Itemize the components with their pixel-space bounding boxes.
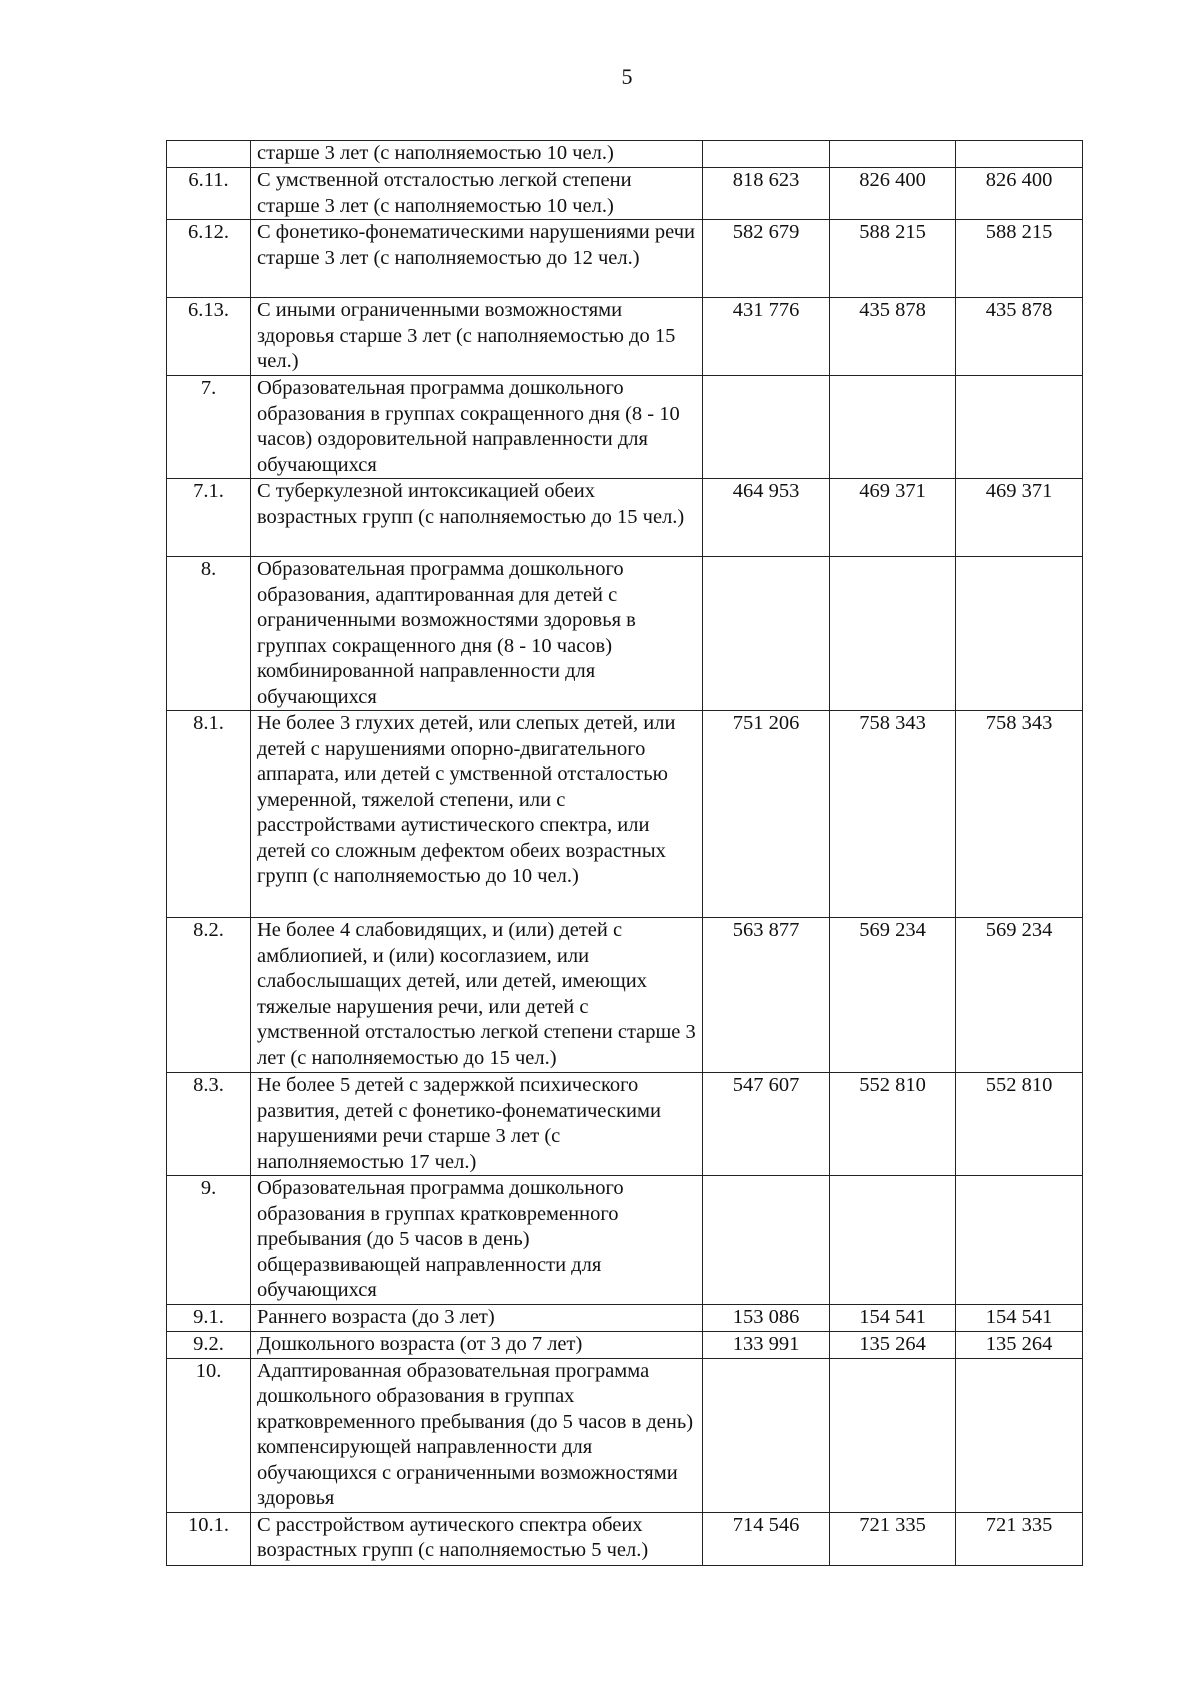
table-row — [167, 479, 1083, 557]
value-col-1: 153 086 — [703, 1304, 830, 1331]
row-number — [167, 141, 251, 168]
table-row — [167, 1176, 1083, 1305]
value-col-3: 758 343 — [956, 711, 1083, 918]
row-description: Не более 5 детей с задержкой психического развития, детей с фонетико-фонематическими нарушениями речи старше 3 лет (с наполняемостью 17 чел.) — [251, 1073, 703, 1176]
value-col-1: 714 546 — [703, 1512, 830, 1565]
row-description: Образовательная программа дошкольного образования в группах кратковременного пребывания (до 5 часов в день) общеразвивающей направленности для обучающихся — [251, 1176, 703, 1305]
value-col-1: 431 776 — [703, 298, 830, 376]
value-col-3 — [956, 1176, 1083, 1305]
row-description: Раннего возраста (до 3 лет) — [251, 1304, 703, 1331]
value-col-2: 469 371 — [830, 479, 956, 557]
row-description: С иными ограниченными возможностями здоровья старше 3 лет (с наполняемостью до 15 чел.) — [251, 298, 703, 376]
row-number: 8.3. — [167, 1073, 251, 1176]
value-col-3: 469 371 — [956, 479, 1083, 557]
table-row — [167, 168, 1083, 220]
value-col-1 — [703, 1358, 830, 1512]
value-col-2: 154 541 — [830, 1304, 956, 1331]
table-row — [167, 298, 1083, 376]
value-col-1 — [703, 376, 830, 479]
value-col-2: 569 234 — [830, 918, 956, 1073]
value-col-1 — [703, 557, 830, 711]
value-col-1: 464 953 — [703, 479, 830, 557]
value-col-1: 818 623 — [703, 168, 830, 220]
value-col-1: 563 877 — [703, 918, 830, 1073]
page-number: 5 — [621, 64, 633, 89]
value-col-3: 588 215 — [956, 220, 1083, 298]
value-col-3: 569 234 — [956, 918, 1083, 1073]
table-row — [167, 141, 1083, 168]
value-col-2: 552 810 — [830, 1073, 956, 1176]
row-description: Не более 3 глухих детей, или слепых детей, или детей с нарушениями опорно-двигательного аппарата, или детей с умственной отсталостью умеренной, тяжелой степени, или с расстройствами аутистического спектра, или детей со сложным дефектом обеих возрастных групп (с наполняемостью до 10 чел.) — [251, 711, 703, 918]
value-col-2: 588 215 — [830, 220, 956, 298]
value-col-3: 552 810 — [956, 1073, 1083, 1176]
value-col-2: 435 878 — [830, 298, 956, 376]
row-number: 8.2. — [167, 918, 251, 1073]
value-col-1: 133 991 — [703, 1331, 830, 1358]
value-col-2 — [830, 141, 956, 168]
row-number: 6.12. — [167, 220, 251, 298]
row-description: С умственной отсталостью легкой степени старше 3 лет (с наполняемостью 10 чел.) — [251, 168, 703, 220]
value-col-2 — [830, 1176, 956, 1305]
value-col-3: 721 335 — [956, 1512, 1083, 1565]
row-number: 9.1. — [167, 1304, 251, 1331]
value-col-3 — [956, 141, 1083, 168]
value-col-2: 758 343 — [830, 711, 956, 918]
value-col-3 — [956, 376, 1083, 479]
row-description: Образовательная программа дошкольного образования в группах сокращенного дня (8 - 10 часов) оздоровительной направленности для обучающихся — [251, 376, 703, 479]
row-description: С расстройством аутического спектра обеих возрастных групп (с наполняемостью 5 чел.) — [251, 1512, 703, 1565]
row-number: 7.1. — [167, 479, 251, 557]
table-row — [167, 918, 1083, 1073]
row-number: 7. — [167, 376, 251, 479]
row-description: Образовательная программа дошкольного образования, адаптированная для детей с ограниченными возможностями здоровья в группах сокращенного дня (8 - 10 часов) комбинированной направленности для обучающихся — [251, 557, 703, 711]
table-row — [167, 711, 1083, 918]
value-col-1 — [703, 141, 830, 168]
table-row — [167, 1304, 1083, 1331]
value-col-2: 721 335 — [830, 1512, 956, 1565]
row-description: Дошкольного возраста (от 3 до 7 лет) — [251, 1331, 703, 1358]
value-col-3: 435 878 — [956, 298, 1083, 376]
value-col-2: 135 264 — [830, 1331, 956, 1358]
table-row — [167, 1073, 1083, 1176]
value-col-3 — [956, 557, 1083, 711]
value-col-2: 826 400 — [830, 168, 956, 220]
row-description: С фонетико-фонематическими нарушениями речи старше 3 лет (с наполняемостью до 12 чел.) — [251, 220, 703, 298]
row-number: 9. — [167, 1176, 251, 1305]
row-number: 8. — [167, 557, 251, 711]
row-number: 6.13. — [167, 298, 251, 376]
value-col-3: 826 400 — [956, 168, 1083, 220]
row-number: 10.1. — [167, 1512, 251, 1565]
row-number: 8.1. — [167, 711, 251, 918]
table-row — [167, 1331, 1083, 1358]
value-col-3: 135 264 — [956, 1331, 1083, 1358]
value-col-1: 582 679 — [703, 220, 830, 298]
value-col-1: 751 206 — [703, 711, 830, 918]
tariff-table — [166, 140, 1083, 1566]
row-description: С туберкулезной интоксикацией обеих возрастных групп (с наполняемостью до 15 чел.) — [251, 479, 703, 557]
value-col-2 — [830, 557, 956, 711]
value-col-3: 154 541 — [956, 1304, 1083, 1331]
row-description: Не более 4 слабовидящих, и (или) детей с амблиопией, и (или) косоглазием, или слабослышащих детей, или детей, имеющих тяжелые нарушения речи, или детей с умственной отсталостью легкой степени старше 3 лет (с наполняемостью до 15 чел.) — [251, 918, 703, 1073]
value-col-3 — [956, 1358, 1083, 1512]
table-row — [167, 557, 1083, 711]
table-row — [167, 376, 1083, 479]
value-col-1 — [703, 1176, 830, 1305]
table-row — [167, 1512, 1083, 1565]
row-number: 10. — [167, 1358, 251, 1512]
table-row — [167, 1358, 1083, 1512]
value-col-2 — [830, 376, 956, 479]
value-col-2 — [830, 1358, 956, 1512]
row-description: старше 3 лет (с наполняемостью 10 чел.) — [251, 141, 703, 168]
row-number: 6.11. — [167, 168, 251, 220]
table-row — [167, 220, 1083, 298]
value-col-1: 547 607 — [703, 1073, 830, 1176]
row-number: 9.2. — [167, 1331, 251, 1358]
row-description: Адаптированная образовательная программа дошкольного образования в группах кратковременного пребывания (до 5 часов в день) компенсирующей направленности для обучающихся с ограниченными возможностями здоровья — [251, 1358, 703, 1512]
